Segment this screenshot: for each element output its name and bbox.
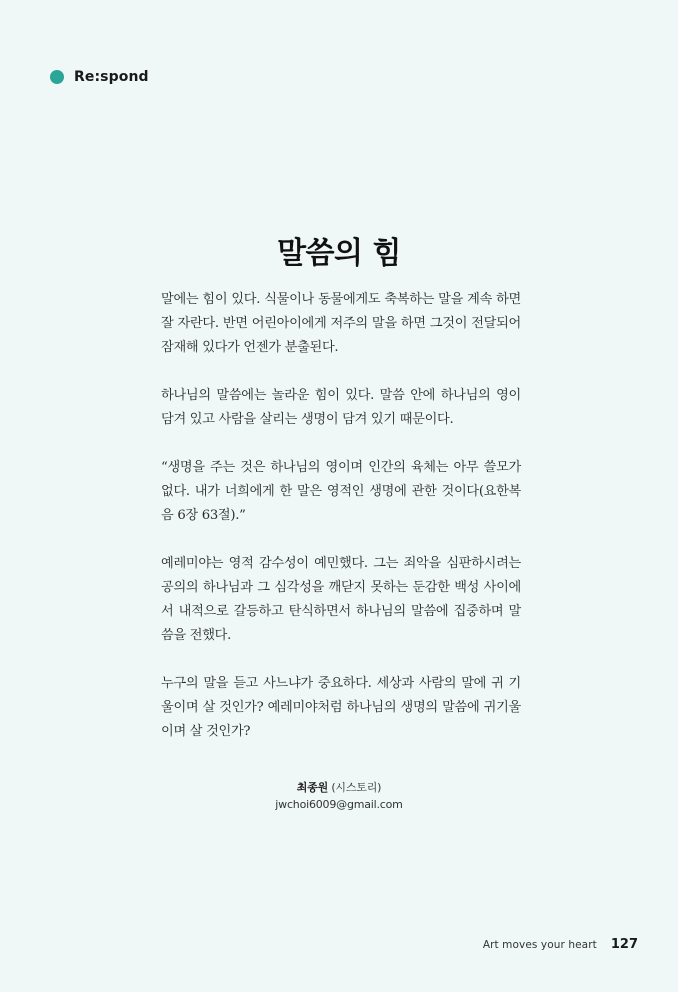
section-header: [50, 68, 149, 86]
footer-tagline: Art moves your heart: [482, 939, 597, 951]
author-email: jwchoi6009@gmail.com: [275, 798, 403, 811]
paragraph: 예레미야는 영적 감수성이 예민했다. 그는 죄악을 심판하시려는 공의의 하나님과 그 심각성을 깨닫지 못하는 둔감한 백성 사이에서 내적으로 갈등하고 탄식하면서 하나님의 말씀에 집중하며 말씀을 전했다.: [161, 556, 521, 643]
paragraph: 말에는 힘이 있다. 식물이나 동물에게도 축복하는 말을 계속 하면 잘 자란다. 반면 어린아이에게 저주의 말을 하면 그것이 전달되어 잠재해 있다가 언젠가 분출된다.: [161, 292, 521, 355]
page-number: 127: [610, 937, 638, 952]
section-label: Re:spond: [74, 69, 149, 85]
paragraph: 누구의 말을 듣고 사느냐가 중요하다. 세상과 사람의 말에 귀 기울이며 살 것인가? 예레미야처럼 하나님의 생명의 말씀에 귀기울이며 살 것인가?: [161, 676, 521, 739]
section-dot-icon: [50, 70, 64, 84]
author-affiliation: (시스토리): [331, 781, 382, 794]
article-body: [161, 288, 521, 768]
page-footer: [483, 937, 638, 952]
author-name: 최종원: [296, 781, 329, 794]
author-line: [0, 779, 678, 796]
paragraph: “생명을 주는 것은 하나님의 영이며 인간의 육체는 아무 쓸모가 없다. 내가 너희에게 한 말은 영적인 생명에 관한 것이다(요한복음 6장 63절).”: [161, 460, 521, 523]
paragraph: 하나님의 말씀에는 놀라운 힘이 있다. 말씀 안에 하나님의 영이 담겨 있고 사람을 살리는 생명이 담겨 있기 때문이다.: [161, 388, 521, 427]
page-title: 말씀의 힘: [277, 236, 401, 272]
byline: [0, 779, 678, 813]
